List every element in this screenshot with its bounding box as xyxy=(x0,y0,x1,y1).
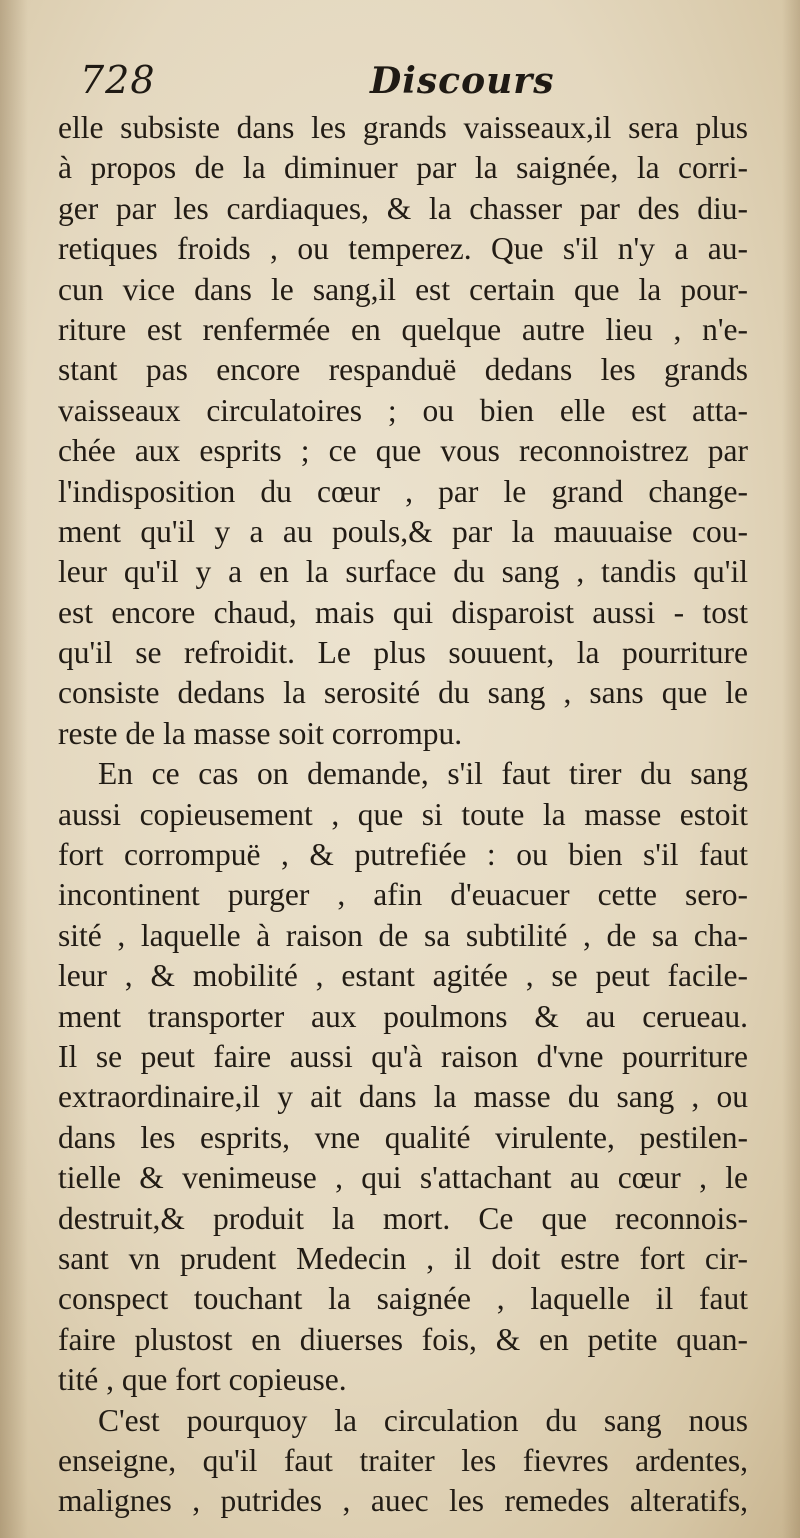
page-number: 728 xyxy=(80,58,156,102)
text-line: ment qu'il y a au pouls,& par la mauuaise cou- xyxy=(58,513,748,549)
text-line: leur , & mobilité , estant agitée , se peut facile- xyxy=(58,958,748,994)
text-line: retiques froids , ou temperez. Que s'il n'y a au- xyxy=(58,231,748,267)
text-line: riture est renfermée en quelque autre lieu , n'e- xyxy=(58,311,748,347)
text-line: fort corrompuë , & putrefiée : ou bien s'il faut xyxy=(58,837,748,873)
paragraph-start-line: En ce cas on demande, s'il faut tirer du sang xyxy=(98,756,748,792)
text-line: tielle & venimeuse , qui s'attachant au cœur , le xyxy=(58,1160,748,1196)
running-head: Discours xyxy=(370,60,555,102)
text-line: cun vice dans le sang,il est certain que la pour- xyxy=(58,271,748,307)
text-line: leur qu'il y a en la surface du sang , tandis qu'il xyxy=(58,554,748,590)
text-line: est encore chaud, mais qui disparoist aussi - tost xyxy=(58,594,748,630)
text-line: Il se peut faire aussi qu'à raison d'vne pourriture xyxy=(58,1038,748,1074)
text-line: sité , laquelle à raison de sa subtilité , de sa cha- xyxy=(58,917,748,953)
text-line: extraordinaire,il y ait dans la masse du sang , ou xyxy=(58,1079,748,1115)
text-line: reste de la masse soit corrompu. xyxy=(58,715,463,751)
text-line: incontinent purger , afin d'euacuer cette sero- xyxy=(58,877,748,913)
text-line: dans les esprits, vne qualité virulente, pestilen- xyxy=(58,1119,748,1155)
text-line: enseigne, qu'il faut traiter les fievres ardentes, xyxy=(58,1442,748,1478)
text-line: tité , que fort copieuse. xyxy=(58,1362,347,1398)
paragraph-start-line: C'est pourquoy la circulation du sang nous xyxy=(98,1402,748,1438)
text-line: qu'il se refroidit. Le plus souuent, la pourriture xyxy=(58,635,748,671)
text-line: conspect touchant la saignée , laquelle il faut xyxy=(58,1281,748,1317)
text-line: consiste dedans la serosité du sang , sans que le xyxy=(58,675,748,711)
text-line: destruit,& produit la mort. Ce que reconnois- xyxy=(58,1200,748,1236)
text-line: faire plustost en diuerses fois, & en petite quan- xyxy=(58,1321,748,1357)
text-line: stant pas encore respanduë dedans les grands xyxy=(58,352,748,388)
text-line: chée aux esprits ; ce que vous reconnoistrez par xyxy=(58,433,748,469)
text-line: ger par les cardiaques, & la chasser par des diu- xyxy=(58,190,748,226)
text-line: à propos de la diminuer par la saignée, la corri- xyxy=(58,150,748,186)
text-line: ment transporter aux poulmons & au cerueau. xyxy=(58,998,748,1034)
text-line: aussi copieusement , que si toute la masse estoit xyxy=(58,796,748,832)
text-line: l'indisposition du cœur , par le grand change- xyxy=(58,473,748,509)
text-line: elle subsiste dans les grands vaisseaux,il sera plus xyxy=(58,110,748,145)
page-header xyxy=(80,58,740,108)
text-line: vaisseaux circulatoires ; ou bien elle est atta- xyxy=(58,392,748,428)
text-line: sant vn prudent Medecin , il doit estre fort cir- xyxy=(58,1240,748,1276)
body-text xyxy=(58,108,748,1522)
text-line: malignes , putrides , auec les remedes alteratifs, xyxy=(58,1483,748,1519)
